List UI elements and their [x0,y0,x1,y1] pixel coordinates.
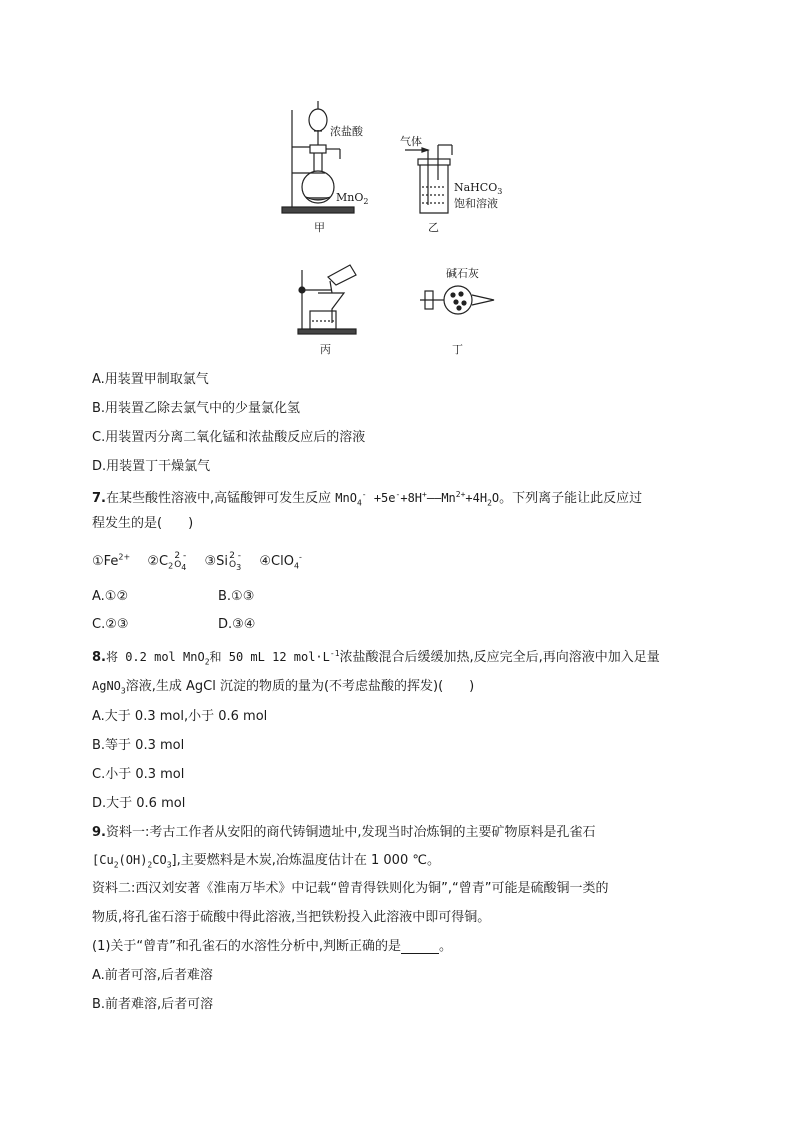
label-conc-hcl: 浓盐酸 [330,125,363,138]
q6-option-c: C.用装置丙分离二氧化锰和浓盐酸反应后的溶液 [92,430,366,445]
q7-option-a: A.①② [92,589,129,604]
label-soda-lime: 碱石灰 [446,267,479,280]
q6-option-a: A.用装置甲制取氯气 [92,372,209,387]
q9-sub1-stem: (1)关于“曾青”和孔雀石的水溶性分析中,判断正确的是 。 [92,939,453,954]
label-nahco3: NaHCO$_3$ [454,181,503,197]
q7-stem-cont: 程发生的是( ) [92,516,194,531]
q9-material-two-cont: 物质,将孔雀石溶于硫酸中得此溶液,当把铁粉投入此溶液中即可得铜。 [92,910,491,925]
q8-number: 8. [92,650,106,665]
label-jia: 甲 [314,221,325,234]
q8-option-a: A.大于 0.3 mol,小于 0.6 mol [92,709,268,724]
q9-number: 9. [92,825,106,840]
q7-ions: $①Fe^{2+}$ $②C_22$ - $O_4$ ③Si2 - $O_3$ ④ClO$_4$- [92,550,302,572]
q8-option-d: D.大于 0.6 mol [92,796,186,811]
q9-material-one: 9.资料一:考古工作者从安阳的商代铸铜遗址中,发现当时冶炼铜的主要矿物原料是孔雀石 [92,825,596,840]
q7-number: 7. [92,491,106,506]
q7-option-d: D.③④ [218,617,256,632]
label-yi: 乙 [428,221,439,234]
label-saturated-solution: 饱和溶液 [454,197,498,210]
q6-option-d: D.用装置丁干燥氯气 [92,459,211,474]
q8-stem: 8.将 0.2 mol MnO$_2$和 50 mL 12 $mol\cdot L^{-1}$浓盐酸混合后缓缓加热,反应完全后,再向溶液中加入足量 [92,649,660,667]
q8-option-c: C.小于 0.3 mol [92,767,185,782]
q9-option-a: A.前者可溶,后者难溶 [92,968,213,983]
label-bing: 丙 [320,343,331,356]
q9-option-b: B.前者难溶,后者可溶 [92,997,214,1012]
label-mno2: MnO$_2$ [336,191,369,207]
q7-option-c: C.②③ [92,617,129,632]
q9-material-one-cont: $[Cu_2(OH)_2CO_3]$,主要燃料是木炭,冶炼温度估计在 1 000 ℃。 [92,853,440,870]
q7-option-b: B.①③ [218,589,255,604]
q9-material-two: 资料二:西汉刘安著《淮南万毕术》中记载“曾青得铁则化为铜”,“曾青”可能是硫酸铜一类的 [92,881,609,896]
answer-blank[interactable] [401,941,439,954]
q8-option-b: B.等于 0.3 mol [92,738,185,753]
label-ding: 丁 [452,343,463,356]
label-gas: 气体 [400,135,422,148]
q8-stem-cont: AgNO$_3$溶液,生成 AgCl 沉淀的物质的量为(不考虑盐酸的挥发)( ) [92,679,475,696]
q7-stem: 7.在某些酸性溶液中,高锰酸钾可发生反应 $MnO_4^- +5e^-+8H^+——Mn^{2+}+4H_2O$。下列离子能让此反应过 [92,490,643,508]
q6-option-b: B.用装置乙除去氯气中的少量氯化氢 [92,401,301,416]
apparatus-figure [270,95,530,360]
